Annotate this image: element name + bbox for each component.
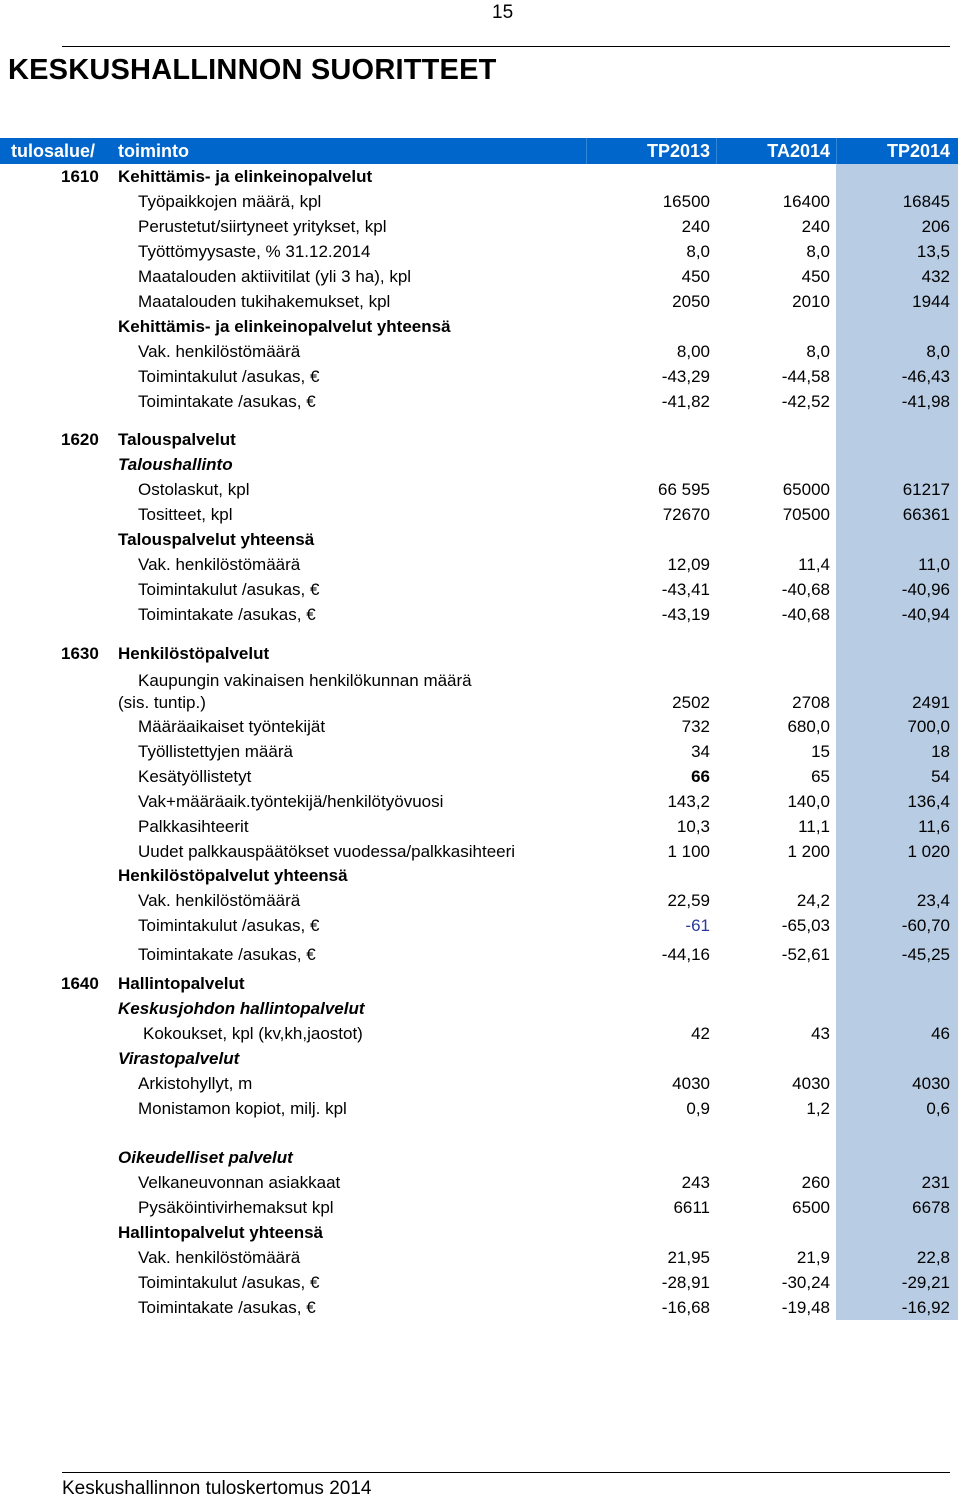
row-code: 1620 bbox=[61, 430, 99, 449]
table-row bbox=[0, 454, 958, 476]
table-row bbox=[0, 579, 958, 601]
cell-tp2013: 2050 bbox=[672, 292, 710, 311]
cell-tp2013: 66 bbox=[691, 767, 710, 786]
cell-tp2013: -41,82 bbox=[661, 392, 710, 411]
header-col0: tulosalue/ bbox=[11, 141, 96, 161]
cell-tp2014: -40,96 bbox=[901, 580, 950, 599]
table-row bbox=[0, 1272, 958, 1294]
row-label: Oikeudelliset palvelut bbox=[118, 1148, 293, 1167]
page-title: KESKUSHALLINNON SUORITTEET bbox=[8, 54, 497, 86]
table-row bbox=[0, 915, 958, 937]
header-ta2014: TA2014 bbox=[767, 141, 830, 161]
row-label: Hallintopalvelut yhteensä bbox=[118, 1223, 323, 1242]
table-row bbox=[0, 766, 958, 788]
table-row bbox=[0, 890, 958, 912]
cell-ta2014: -30,24 bbox=[781, 1273, 830, 1292]
footer-rule bbox=[62, 1472, 950, 1473]
cell-tp2014: 23,4 bbox=[916, 891, 950, 910]
table-row bbox=[0, 1073, 958, 1095]
table-row bbox=[0, 316, 958, 338]
cell-tp2013: 66 595 bbox=[658, 480, 710, 499]
table-row bbox=[0, 604, 958, 626]
cell-ta2014: 8,0 bbox=[806, 342, 830, 361]
cell-tp2014: 16845 bbox=[902, 192, 950, 211]
row-label: Toimintakate /asukas, € bbox=[138, 392, 316, 411]
cell-tp2014: -16,92 bbox=[901, 1298, 950, 1317]
cell-tp2014: 61217 bbox=[902, 480, 950, 499]
page-number: 15 bbox=[492, 2, 514, 23]
table-row bbox=[0, 554, 958, 576]
cell-ta2014: -52,61 bbox=[781, 945, 830, 964]
cell-tp2013: 1 100 bbox=[667, 842, 710, 861]
row-label: Henkilöstöpalvelut bbox=[118, 644, 270, 663]
row-label: Toimintakate /asukas, € bbox=[138, 605, 316, 624]
cell-tp2014: 4030 bbox=[912, 1074, 950, 1093]
cell-ta2014: 11,1 bbox=[798, 817, 830, 836]
cell-tp2014: 6678 bbox=[912, 1198, 950, 1217]
cell-tp2013: 16500 bbox=[662, 192, 710, 211]
table-row bbox=[0, 692, 958, 714]
table-row bbox=[0, 1172, 958, 1194]
table-header bbox=[0, 138, 958, 164]
table-row bbox=[0, 191, 958, 213]
cell-tp2014: 22,8 bbox=[916, 1248, 950, 1267]
cell-tp2014: 0,6 bbox=[926, 1099, 950, 1118]
table-row bbox=[0, 1297, 958, 1319]
cell-ta2014: 260 bbox=[801, 1173, 830, 1192]
row-label: (sis. tuntip.) bbox=[118, 693, 206, 712]
table-row bbox=[0, 529, 958, 551]
row-label: Talouspalvelut bbox=[118, 430, 236, 449]
row-label: Henkilöstöpalvelut yhteensä bbox=[118, 866, 348, 885]
header-separator bbox=[716, 138, 717, 164]
cell-tp2013: 732 bbox=[681, 717, 710, 736]
table-row bbox=[0, 791, 958, 813]
table-row bbox=[0, 504, 958, 526]
cell-ta2014: -19,48 bbox=[781, 1298, 830, 1317]
cell-tp2013: 72670 bbox=[662, 505, 710, 524]
row-label: Toimintakulut /asukas, € bbox=[138, 916, 320, 935]
row-label: Virastopalvelut bbox=[118, 1049, 240, 1068]
cell-tp2014: 206 bbox=[921, 217, 950, 236]
table-row bbox=[0, 1147, 958, 1169]
row-label: Työllistettyjen määrä bbox=[138, 742, 293, 761]
table-row bbox=[0, 643, 958, 665]
cell-tp2014: -46,43 bbox=[901, 367, 950, 386]
cell-tp2013: 42 bbox=[691, 1024, 710, 1043]
cell-ta2014: 2010 bbox=[792, 292, 830, 311]
row-label: Monistamon kopiot, milj. kpl bbox=[138, 1099, 347, 1118]
cell-tp2014: 1 020 bbox=[907, 842, 950, 861]
row-label: Maatalouden aktiivitilat (yli 3 ha), kpl bbox=[138, 267, 412, 286]
cell-tp2014: -60,70 bbox=[901, 916, 950, 935]
row-label: Keskusjohdon hallintopalvelut bbox=[118, 999, 365, 1018]
row-label: Toimintakate /asukas, € bbox=[138, 1298, 316, 1317]
header-separator bbox=[836, 138, 837, 164]
cell-ta2014: 240 bbox=[801, 217, 830, 236]
row-label: Tositteet, kpl bbox=[138, 505, 233, 524]
row-label: Työttömyysaste, % 31.12.2014 bbox=[138, 242, 371, 261]
table-row bbox=[0, 1023, 958, 1045]
cell-ta2014: -40,68 bbox=[781, 605, 830, 624]
row-label: Työpaikkojen määrä, kpl bbox=[138, 192, 322, 211]
table-row bbox=[0, 266, 958, 288]
cell-ta2014: 24,2 bbox=[796, 891, 830, 910]
cell-ta2014: 15 bbox=[811, 742, 830, 761]
row-label: Maatalouden tukihakemukset, kpl bbox=[138, 292, 391, 311]
cell-tp2014: 136,4 bbox=[907, 792, 950, 811]
table-row bbox=[0, 1098, 958, 1120]
cell-tp2013: 8,0 bbox=[686, 242, 710, 261]
table-row bbox=[0, 241, 958, 263]
cell-tp2013: 450 bbox=[681, 267, 710, 286]
row-label: Taloushallinto bbox=[118, 455, 233, 474]
table-row bbox=[0, 1048, 958, 1070]
table-row bbox=[0, 670, 958, 692]
cell-ta2014: 16400 bbox=[782, 192, 830, 211]
header-tp2014: TP2014 bbox=[886, 141, 950, 161]
cell-tp2013: 12,09 bbox=[667, 555, 710, 574]
header-rule bbox=[62, 46, 950, 47]
cell-tp2014: -40,94 bbox=[901, 605, 950, 624]
table-row bbox=[0, 291, 958, 313]
row-label: Toimintakate /asukas, € bbox=[138, 945, 316, 964]
row-label: Vak. henkilöstömäärä bbox=[138, 1248, 301, 1267]
table-row bbox=[0, 166, 958, 188]
cell-tp2013: -61 bbox=[685, 916, 710, 935]
cell-ta2014: -42,52 bbox=[781, 392, 830, 411]
row-label: Vak. henkilöstömäärä bbox=[138, 891, 301, 910]
cell-ta2014: 450 bbox=[801, 267, 830, 286]
cell-tp2014: 2491 bbox=[912, 693, 950, 712]
row-label: Vak+määräaik.työntekijä/henkilötyövuosi bbox=[138, 792, 444, 811]
row-label: Toimintakulut /asukas, € bbox=[138, 367, 320, 386]
row-code: 1630 bbox=[61, 644, 99, 663]
cell-ta2014: -40,68 bbox=[781, 580, 830, 599]
row-label: Kesätyöllistetyt bbox=[138, 767, 252, 786]
cell-tp2014: 46 bbox=[931, 1024, 950, 1043]
row-label: Kehittämis- ja elinkeinopalvelut yhteensä bbox=[118, 317, 451, 336]
table-row bbox=[0, 366, 958, 388]
cell-tp2014: 66361 bbox=[902, 505, 950, 524]
row-code: 1640 bbox=[61, 974, 99, 993]
table-row bbox=[0, 716, 958, 738]
row-label: Kokoukset, kpl (kv,kh,jaostot) bbox=[143, 1024, 363, 1043]
cell-tp2013: -28,91 bbox=[661, 1273, 710, 1292]
row-label: Toimintakulut /asukas, € bbox=[138, 580, 320, 599]
table-row bbox=[0, 944, 958, 966]
cell-tp2014: -45,25 bbox=[901, 945, 950, 964]
row-label: Kaupungin vakinaisen henkilökunnan määrä bbox=[138, 671, 472, 690]
footer-text: Keskushallinnon tuloskertomus 2014 bbox=[62, 1478, 372, 1499]
cell-tp2013: 143,2 bbox=[667, 792, 710, 811]
table-row bbox=[0, 816, 958, 838]
table-row bbox=[0, 216, 958, 238]
table-row bbox=[0, 1247, 958, 1269]
row-code: 1610 bbox=[61, 167, 99, 186]
cell-ta2014: 1,2 bbox=[806, 1099, 830, 1118]
cell-ta2014: 65 bbox=[811, 767, 830, 786]
table-row bbox=[0, 973, 958, 995]
cell-tp2013: 22,59 bbox=[667, 891, 710, 910]
row-label: Vak. henkilöstömäärä bbox=[138, 555, 301, 574]
cell-tp2014: 432 bbox=[921, 267, 950, 286]
cell-tp2013: 8,00 bbox=[676, 342, 710, 361]
row-label: Palkkasihteerit bbox=[138, 817, 249, 836]
table-row bbox=[0, 741, 958, 763]
cell-tp2014: -29,21 bbox=[901, 1273, 950, 1292]
cell-ta2014: 6500 bbox=[792, 1198, 830, 1217]
table-row bbox=[0, 1197, 958, 1219]
row-label: Uudet palkkauspäätökset vuodessa/palkkasihteeri bbox=[138, 842, 516, 861]
table-row bbox=[0, 391, 958, 413]
cell-ta2014: -44,58 bbox=[781, 367, 830, 386]
table-row bbox=[0, 841, 958, 863]
cell-tp2013: 4030 bbox=[672, 1074, 710, 1093]
table-row bbox=[0, 865, 958, 887]
row-label: Perustetut/siirtyneet yritykset, kpl bbox=[138, 217, 387, 236]
cell-tp2014: 13,5 bbox=[916, 242, 950, 261]
cell-ta2014: 2708 bbox=[792, 693, 830, 712]
header-col1: toiminto bbox=[118, 141, 189, 161]
cell-tp2014: 1944 bbox=[912, 292, 950, 311]
table-row bbox=[0, 998, 958, 1020]
cell-tp2014: 18 bbox=[931, 742, 950, 761]
cell-ta2014: 43 bbox=[811, 1024, 830, 1043]
cell-tp2014: -41,98 bbox=[901, 392, 950, 411]
cell-ta2014: 21,9 bbox=[796, 1248, 830, 1267]
cell-tp2014: 11,6 bbox=[918, 817, 950, 836]
row-label: Kehittämis- ja elinkeinopalvelut bbox=[118, 167, 373, 186]
cell-tp2013: 240 bbox=[681, 217, 710, 236]
cell-ta2014: 70500 bbox=[782, 505, 830, 524]
cell-ta2014: -65,03 bbox=[781, 916, 830, 935]
cell-tp2013: -43,41 bbox=[661, 580, 710, 599]
cell-tp2013: 0,9 bbox=[686, 1099, 710, 1118]
cell-tp2014: 8,0 bbox=[926, 342, 950, 361]
cell-tp2014: 11,0 bbox=[918, 555, 950, 574]
table-row bbox=[0, 341, 958, 363]
cell-ta2014: 1 200 bbox=[787, 842, 830, 861]
table-row bbox=[0, 429, 958, 451]
row-label: Pysäköintivirhemaksut kpl bbox=[138, 1198, 334, 1217]
cell-tp2013: 2502 bbox=[672, 693, 710, 712]
cell-ta2014: 11,4 bbox=[798, 555, 830, 574]
cell-tp2013: 21,95 bbox=[667, 1248, 710, 1267]
cell-tp2013: -16,68 bbox=[661, 1298, 710, 1317]
cell-ta2014: 140,0 bbox=[787, 792, 830, 811]
row-label: Talouspalvelut yhteensä bbox=[118, 530, 315, 549]
row-label: Hallintopalvelut bbox=[118, 974, 245, 993]
row-label: Arkistohyllyt, m bbox=[138, 1074, 253, 1093]
row-label: Toimintakulut /asukas, € bbox=[138, 1273, 320, 1292]
cell-tp2013: 34 bbox=[691, 742, 710, 761]
header-separator bbox=[586, 138, 587, 164]
cell-tp2013: -44,16 bbox=[661, 945, 710, 964]
row-label: Määräaikaiset työntekijät bbox=[138, 717, 326, 736]
cell-ta2014: 680,0 bbox=[787, 717, 830, 736]
cell-tp2013: 10,3 bbox=[676, 817, 710, 836]
cell-ta2014: 65000 bbox=[782, 480, 830, 499]
header-tp2013: TP2013 bbox=[646, 141, 710, 161]
cell-ta2014: 4030 bbox=[792, 1074, 830, 1093]
cell-tp2014: 231 bbox=[921, 1173, 950, 1192]
cell-tp2013: 6611 bbox=[673, 1198, 710, 1217]
cell-tp2013: 243 bbox=[681, 1173, 710, 1192]
cell-tp2014: 54 bbox=[931, 767, 950, 786]
cell-tp2013: -43,29 bbox=[661, 367, 710, 386]
table-row bbox=[0, 1222, 958, 1244]
cell-ta2014: 8,0 bbox=[806, 242, 830, 261]
cell-tp2014: 700,0 bbox=[907, 717, 950, 736]
row-label: Ostolaskut, kpl bbox=[138, 480, 250, 499]
row-label: Velkaneuvonnan asiakkaat bbox=[138, 1173, 341, 1192]
table-row bbox=[0, 479, 958, 501]
cell-tp2013: -43,19 bbox=[661, 605, 710, 624]
row-label: Vak. henkilöstömäärä bbox=[138, 342, 301, 361]
